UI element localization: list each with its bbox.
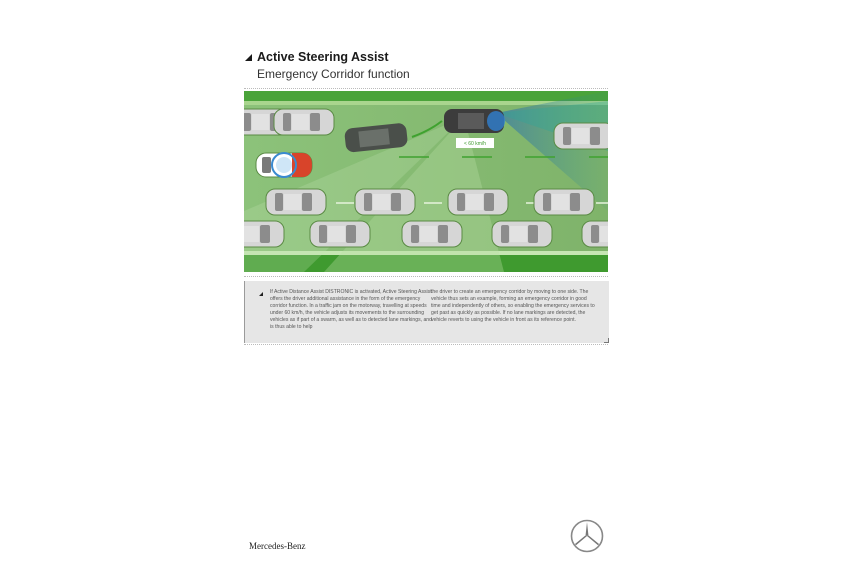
page-subtitle: Emergency Corridor function <box>257 67 410 81</box>
page-title-text: Active Steering Assist <box>257 50 389 64</box>
svg-text:< 60 km/h: < 60 km/h <box>463 141 487 147</box>
mercedes-star-icon <box>570 519 604 553</box>
emergency-corridor-illustration <box>244 91 608 272</box>
title-block <box>245 50 410 81</box>
description-column-2: the driver to create an emergency corridor by moving to one side. The vehicle thus sets an example, forming an emergency corridor in good time and independently of others, so enabling the emergency services to get past as quickly as possible. If no lane markings are detected, the vehicle reverts to using the vehicle in front as its reference point. <box>431 289 595 323</box>
description-column-1: If Active Distance Assist DISTRONIC is activated, Active Steering Assist offers the driver additional assistance in the form of the emergency corridor function. In a traffic jam on the motorway, travelling at speeds under 60 km/h, the vehicle adjusts its movements to the surrounding vehicles as if part of a swarm, as well as to detected lane markings, and is thus able to help <box>270 289 432 330</box>
brand-wordmark: Mercedes-Benz <box>249 541 306 551</box>
traffic-diagram <box>244 91 608 272</box>
page-title <box>245 50 410 64</box>
description-box <box>244 281 609 343</box>
divider-middle <box>244 276 608 277</box>
divider-bottom <box>244 344 608 345</box>
corner-mark <box>604 338 609 343</box>
divider-top <box>244 88 608 89</box>
title-triangle-icon <box>245 54 252 61</box>
bullet-triangle-icon <box>259 292 263 296</box>
